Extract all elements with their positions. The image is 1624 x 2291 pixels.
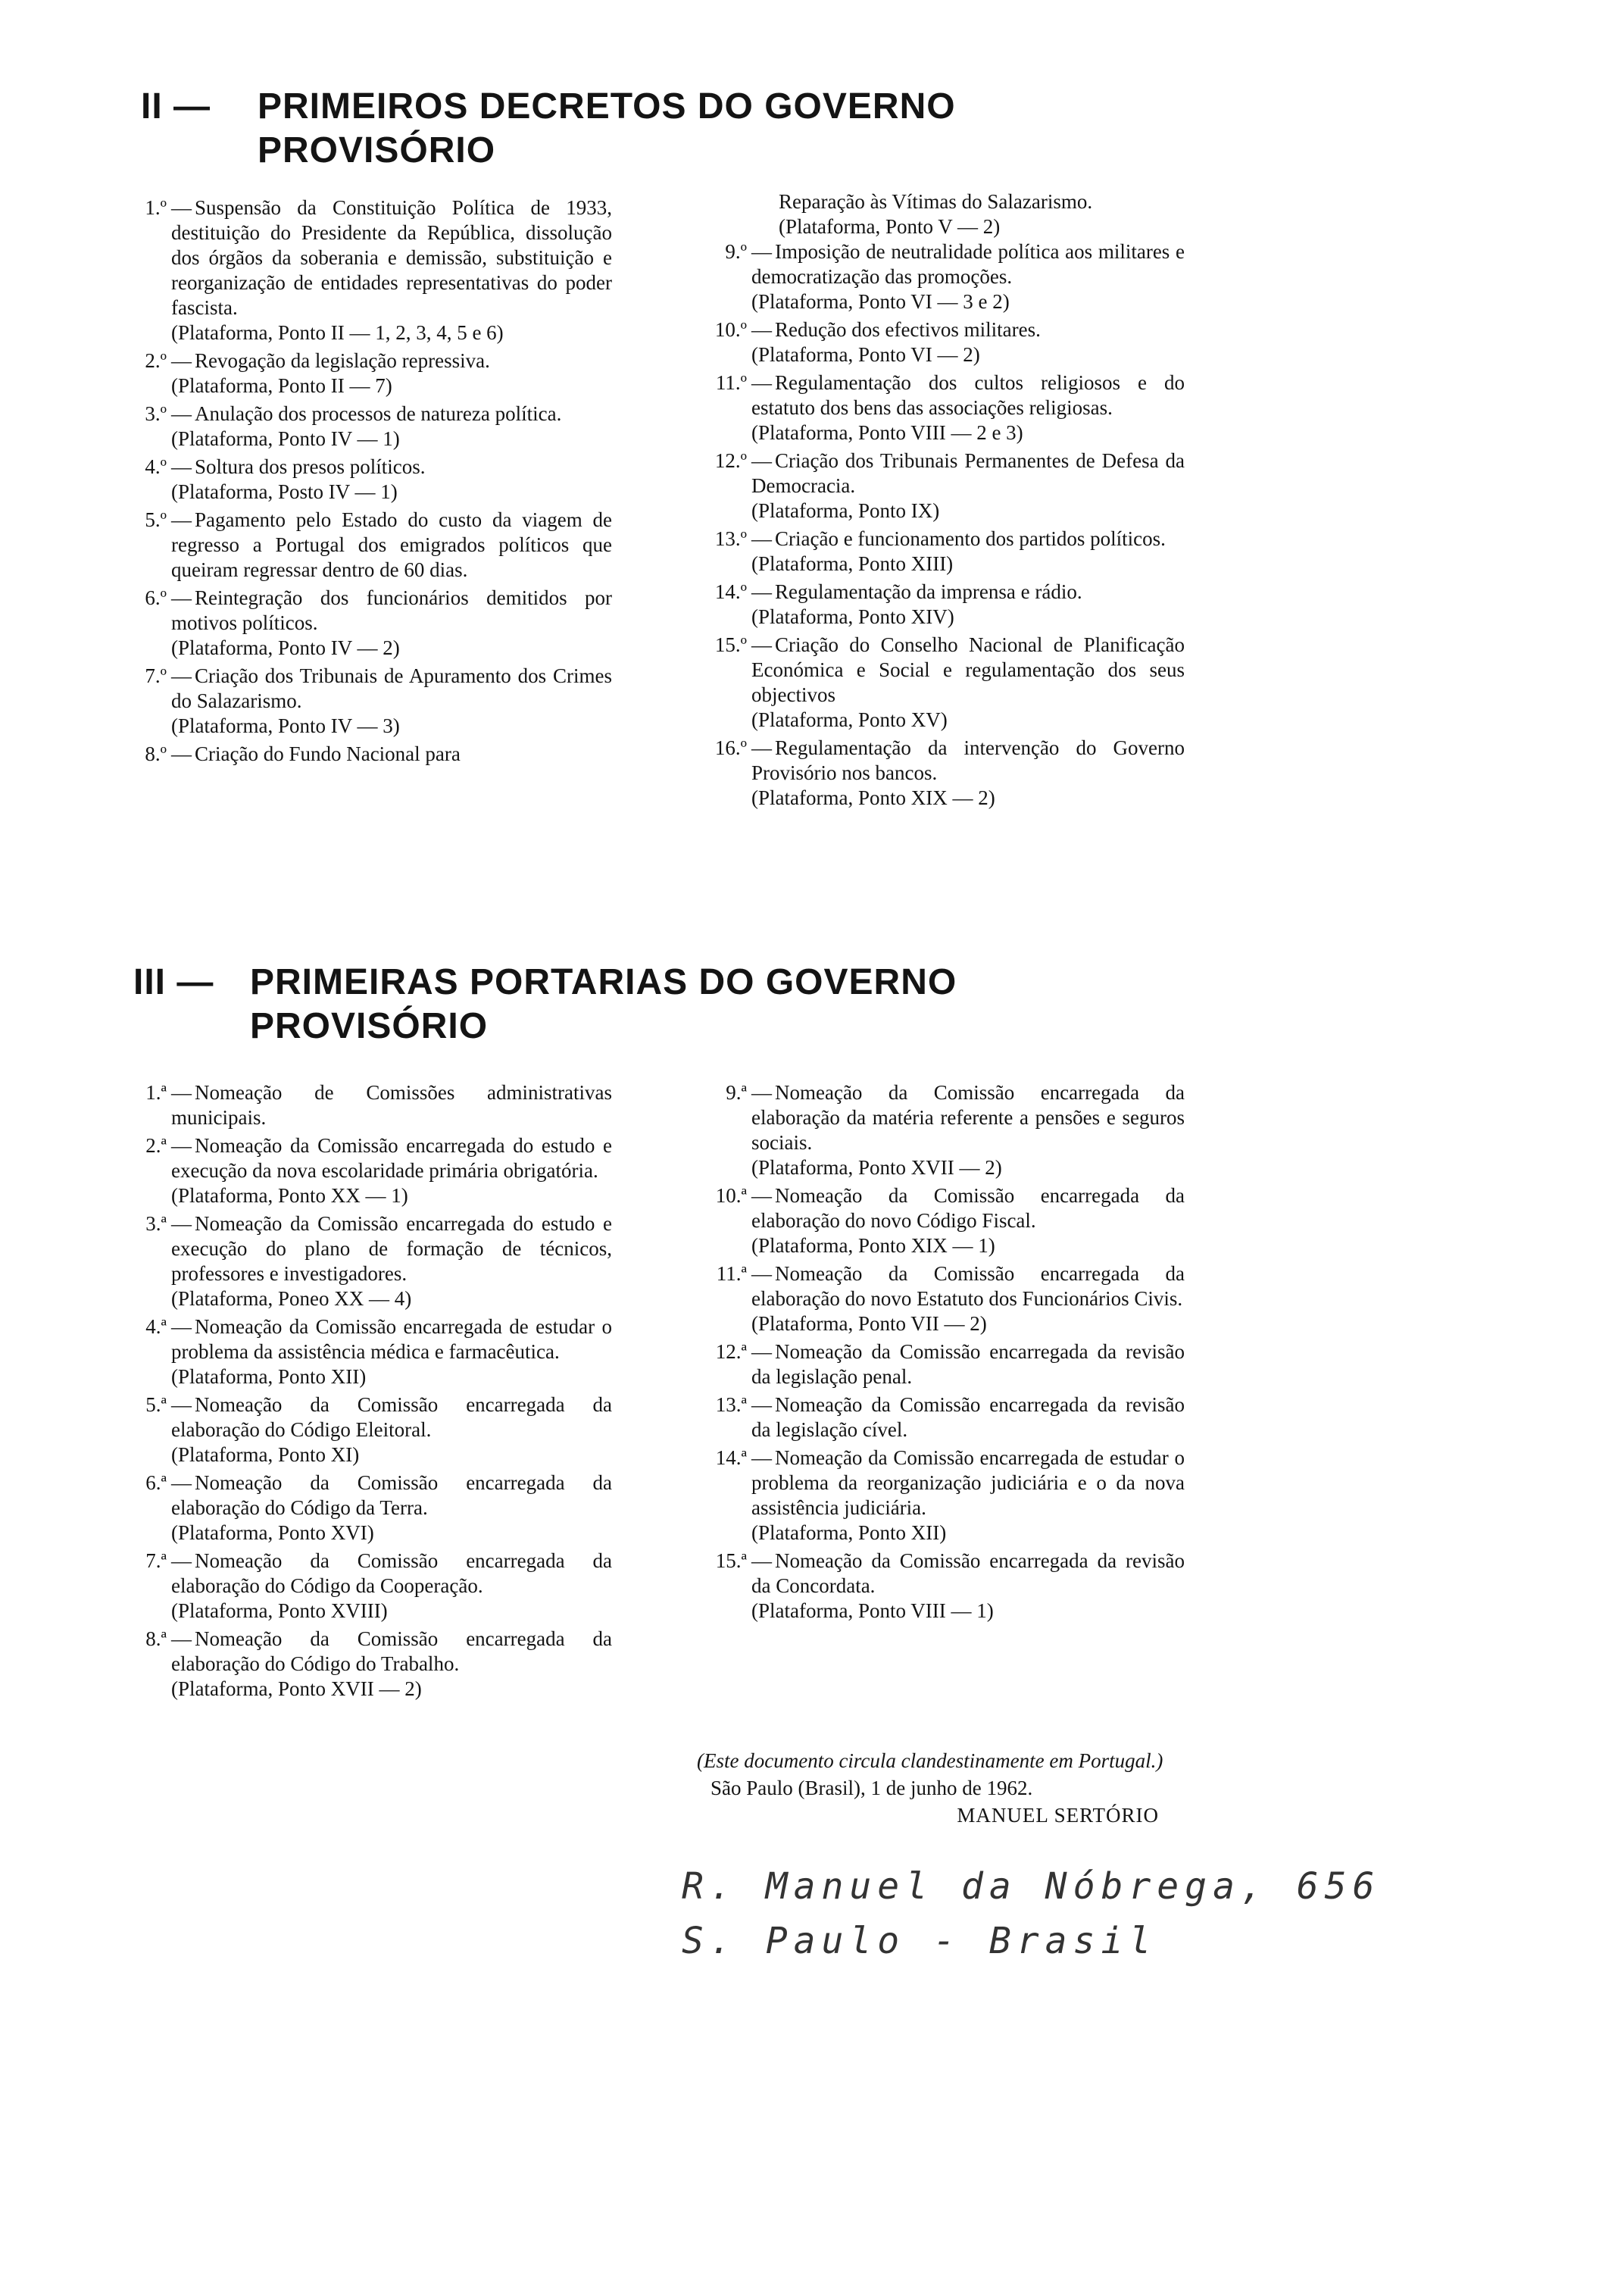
ordinance-item-body (751, 1392, 1185, 1442)
ordinance-item-body (751, 1339, 1185, 1389)
decree-item-body (751, 736, 1185, 811)
decree-item-ref: (Plataforma, Ponto II — 7) (171, 374, 392, 397)
ordinance-item-text: Nomeação de Comissões administrativas municipais. (171, 1081, 612, 1129)
ordinance-item-number: 14.ª (715, 1446, 747, 1469)
ordinance-item (127, 1549, 612, 1624)
section-2-heading (141, 85, 956, 173)
ordinance-item-ref: (Plataforma, Ponto XVIII) (171, 1599, 388, 1622)
ordinance-item-body (171, 1211, 612, 1311)
decree-item-number: 16.º (714, 736, 747, 759)
dash-separator: — (171, 1081, 192, 1104)
ordinance-item (127, 1080, 612, 1130)
decree-item (127, 586, 612, 661)
ordinance-item-ref: (Plataforma, Ponto XII) (171, 1365, 367, 1388)
dash-separator: — (751, 580, 772, 603)
ordinance-item-text: Nomeação da Comissão encarregada da revisão da Concordata. (751, 1549, 1185, 1597)
decree-item (691, 736, 1185, 811)
ordinance-item-body (171, 1392, 612, 1467)
ordinance-item-ref: (Plataforma, Ponto XVII — 2) (171, 1677, 422, 1700)
ordinance-item (127, 1314, 612, 1389)
decree-item (691, 633, 1185, 733)
ordinance-item-body (751, 1080, 1185, 1180)
ordinance-item-number: 13.ª (715, 1393, 747, 1416)
decree-item (691, 239, 1185, 314)
clandestine-note: (Este documento circula clandestinamente em Portugal.) (697, 1749, 1163, 1772)
ordinance-item-text: Nomeação da Comissão encarregada da elaboração da matéria referente a pensões e seguros sociais. (751, 1081, 1185, 1154)
decree-item-body (171, 402, 612, 452)
decree-item-ref: (Plataforma, Ponto IX) (751, 499, 940, 522)
decree-item-number: 1.º (145, 196, 167, 219)
handwritten-address-line1: R. Manuel da Nóbrega, 656 (682, 1865, 1381, 1908)
decree-item-body (171, 455, 612, 505)
decree-item-ref: (Plataforma, Ponto IV — 2) (171, 636, 400, 659)
decree-item (691, 449, 1185, 524)
decree-item-number: 3.º (145, 402, 167, 425)
dash-separator: — (751, 318, 772, 341)
decree-item (127, 195, 612, 345)
ordinance-item-text: Nomeação da Comissão encarregada do estudo e execução da nova escolaridade primária obrigatória. (171, 1134, 612, 1182)
decree-item-body (171, 742, 612, 767)
dash-separator: — (751, 371, 772, 394)
decree-item (691, 527, 1185, 577)
decree-item-number: 10.º (714, 318, 747, 341)
decree-item-body (171, 348, 612, 399)
decree-item-body (751, 239, 1185, 314)
decree-item-text: Redução dos efectivos militares. (775, 318, 1041, 341)
ordinance-item (127, 1471, 612, 1546)
section-2-title-line2: PROVISÓRIO (258, 130, 496, 170)
ordinance-item-number: 5.ª (145, 1393, 167, 1416)
decree-item-ref: (Plataforma, Ponto IV — 3) (171, 714, 400, 737)
ordinance-item-body (751, 1261, 1185, 1336)
dash-separator: — (171, 1393, 192, 1416)
decree-item (691, 317, 1185, 367)
dash-separator: — (171, 1549, 192, 1572)
ordinance-item-body (171, 1314, 612, 1389)
decree-item-body (751, 449, 1185, 524)
ordinance-item-text: Nomeação da Comissão encarregada da revisão da legislação penal. (751, 1340, 1185, 1388)
decree-item-text: Anulação dos processos de natureza política. (195, 402, 562, 425)
decree-item (127, 664, 612, 739)
decree-item-body (171, 586, 612, 661)
dash-separator: — (171, 349, 192, 372)
ordinance-item-number: 3.ª (145, 1212, 167, 1235)
ordinance-item-ref: (Plataforma, Ponto XIX — 1) (751, 1234, 995, 1257)
section-2-number: II — (141, 86, 211, 127)
decree-item-text: Reintegração dos funcionários demitidos por motivos políticos. (171, 586, 612, 634)
decree-item-text: Criação dos Tribunais Permanentes de Defesa da Democracia. (751, 449, 1185, 497)
ordinance-item (691, 1392, 1185, 1442)
section-3-heading (133, 961, 957, 1049)
decree-item-body (751, 370, 1185, 445)
ordinance-item-number: 11.ª (716, 1262, 747, 1285)
ordinance-item-body (171, 1080, 612, 1130)
decree-item-body (751, 580, 1185, 630)
decree-item (127, 742, 612, 767)
ordinance-item (127, 1133, 612, 1208)
closing-block (697, 1747, 1189, 1829)
decree-item-number: 13.º (714, 527, 747, 550)
decree-item-number: 12.º (714, 449, 747, 472)
decree-item (127, 508, 612, 583)
dash-separator: — (171, 402, 192, 425)
dash-separator: — (171, 455, 192, 478)
decree-item-text: Criação dos Tribunais de Apuramento dos Crimes do Salazarismo. (171, 664, 612, 712)
decree-item-ref: (Plataforma, Ponto XIV) (751, 605, 954, 628)
decree-item-ref: (Plataforma, Ponto VIII — 2 e 3) (751, 421, 1023, 444)
ordinance-item-number: 6.ª (145, 1471, 167, 1494)
decree-item-number: 7.º (145, 664, 167, 687)
ordinance-item-text: Nomeação da Comissão encarregada da elaboração do novo Estatuto dos Funcionários Civis. (751, 1262, 1185, 1310)
ordinance-item-ref: (Plataforma, Ponto XX — 1) (171, 1184, 408, 1207)
ordinance-item (127, 1627, 612, 1702)
decree-item-text: Criação e funcionamento dos partidos políticos. (775, 527, 1166, 550)
ordinance-item-text: Nomeação da Comissão encarregada da elaboração do novo Código Fiscal. (751, 1184, 1185, 1232)
decree-item-body (171, 664, 612, 739)
ordinance-item-text: Nomeação da Comissão encarregada da elaboração do Código Eleitoral. (171, 1393, 612, 1441)
ordinance-item-number: 1.ª (145, 1081, 167, 1104)
dash-separator: — (751, 1184, 772, 1207)
decree-8-continuation-text: Reparação às Vítimas do Salazarismo. (779, 190, 1093, 213)
ordinance-item-ref: (Plataforma, Ponto XI) (171, 1443, 360, 1466)
dash-separator: — (751, 1262, 772, 1285)
decree-item-number: 15.º (714, 633, 747, 656)
decree-item-body (751, 527, 1185, 577)
ordinance-item-body (751, 1446, 1185, 1546)
dash-separator: — (171, 196, 192, 219)
ordinance-item-number: 7.ª (145, 1549, 167, 1572)
dash-separator: — (751, 1446, 772, 1469)
ordinance-item-number: 15.ª (715, 1549, 747, 1572)
ordinance-item-ref: (Plataforma, Ponto VIII — 1) (751, 1599, 994, 1622)
section-3-left-column (127, 1080, 612, 1705)
decree-item-number: 4.º (145, 455, 167, 478)
dash-separator: — (751, 736, 772, 759)
decree-item-ref: (Plataforma, Ponto XIII) (751, 552, 954, 575)
decree-item-number: 9.º (725, 240, 747, 263)
ordinance-item-body (171, 1133, 612, 1208)
dash-separator: — (171, 508, 192, 531)
ordinance-item-body (751, 1549, 1185, 1624)
decree-item-number: 6.º (145, 586, 167, 609)
ordinance-item-text: Nomeação da Comissão encarregada da elaboração do Código da Terra. (171, 1471, 612, 1519)
ordinance-item-body (171, 1549, 612, 1624)
decree-item-ref: (Plataforma, Ponto VI — 2) (751, 343, 980, 366)
ordinance-item-text: Nomeação da Comissão encarregada da elaboração do Código da Cooperação. (171, 1549, 612, 1597)
decree-item-ref: (Plataforma, Ponto VI — 3 e 2) (751, 290, 1010, 313)
dash-separator: — (751, 1549, 772, 1572)
ordinance-item-body (171, 1471, 612, 1546)
ordinance-item-ref: (Plataforma, Poneo XX — 4) (171, 1287, 412, 1310)
ordinance-item-text: Nomeação da Comissão encarregada de estudar o problema da reorganização judiciária e o da nova assistência judiciária. (751, 1446, 1185, 1519)
decree-item-number: 8.º (145, 742, 167, 765)
section-2-right-list (691, 239, 1185, 811)
dash-separator: — (751, 240, 772, 263)
ordinance-item (127, 1392, 612, 1467)
decree-item-text: Regulamentação da imprensa e rádio. (775, 580, 1082, 603)
decree-8-continuation (691, 189, 1185, 239)
ordinance-item (691, 1549, 1185, 1624)
dash-separator: — (171, 742, 192, 765)
decree-item-number: 14.º (714, 580, 747, 603)
ordinance-item-text: Nomeação da Comissão encarregada do estudo e execução do plano de formação de técnicos, professores e investigadores. (171, 1212, 612, 1285)
dash-separator: — (751, 1081, 772, 1104)
decree-item-ref: (Plataforma, Ponto XIX — 2) (751, 786, 995, 809)
ordinance-item-text: Nomeação da Comissão encarregada da revisão da legislação cível. (751, 1393, 1185, 1441)
ordinance-item-number: 12.ª (715, 1340, 747, 1363)
decree-item-text: Imposição de neutralidade política aos militares e democratização das promoções. (751, 240, 1185, 288)
decree-item-ref: (Plataforma, Ponto XV) (751, 708, 948, 731)
dash-separator: — (751, 633, 772, 656)
ordinance-item-number: 10.ª (715, 1184, 747, 1207)
decree-8-continuation-ref: (Plataforma, Ponto V — 2) (779, 215, 1001, 238)
ordinance-item (691, 1261, 1185, 1336)
ordinance-item-number: 4.ª (145, 1315, 167, 1338)
decree-item-text: Regulamentação dos cultos religiosos e do estatuto dos bens das associações religiosas. (751, 371, 1185, 419)
decree-item-body (751, 633, 1185, 733)
ordinance-item (691, 1446, 1185, 1546)
section-2-right-column (691, 189, 1185, 814)
ordinance-item-body (171, 1627, 612, 1702)
decree-item-text: Criação do Conselho Nacional de Planificação Económica e Social e regulamentação dos seus objectivos (751, 633, 1185, 706)
ordinance-item-number: 2.ª (145, 1134, 167, 1157)
dash-separator: — (171, 586, 192, 609)
dash-separator: — (171, 1627, 192, 1650)
section-3-right-column (691, 1080, 1185, 1627)
decree-item-body (171, 508, 612, 583)
ordinance-item (127, 1211, 612, 1311)
section-2-left-column (127, 195, 612, 770)
decree-item-number: 11.º (715, 371, 747, 394)
dash-separator: — (751, 1393, 772, 1416)
ordinance-item-ref: (Plataforma, Ponto VII — 2) (751, 1312, 987, 1335)
dash-separator: — (171, 1315, 192, 1338)
ordinance-item-ref: (Plataforma, Ponto XII) (751, 1521, 947, 1544)
ordinance-item-ref: (Plataforma, Ponto XVI) (171, 1521, 374, 1544)
ordinance-item-text: Nomeação da Comissão encarregada da elaboração do Código do Trabalho. (171, 1627, 612, 1675)
decree-item-body (751, 317, 1185, 367)
decree-item-ref: (Plataforma, Posto IV — 1) (171, 480, 398, 503)
ordinance-item-ref: (Plataforma, Ponto XVII — 2) (751, 1156, 1002, 1179)
dash-separator: — (751, 527, 772, 550)
decree-item-text: Revogação da legislação repressiva. (195, 349, 490, 372)
signature: MANUEL SERTÓRIO (957, 1804, 1159, 1827)
decree-item (127, 402, 612, 452)
decree-item (127, 348, 612, 399)
handwritten-address-line2: S. Paulo - Brasil (682, 1920, 1157, 1962)
ordinance-item (691, 1339, 1185, 1389)
decree-item (691, 580, 1185, 630)
decree-item-text: Criação do Fundo Nacional para (195, 742, 461, 765)
dash-separator: — (171, 664, 192, 687)
decree-item-body (171, 195, 612, 345)
decree-item-number: 5.º (145, 508, 167, 531)
decree-item-ref: (Plataforma, Ponto IV — 1) (171, 427, 400, 450)
dash-separator: — (171, 1134, 192, 1157)
dash-separator: — (171, 1212, 192, 1235)
decree-item-ref: (Plataforma, Ponto II — 1, 2, 3, 4, 5 e 6) (171, 321, 504, 344)
ordinance-item-body (751, 1183, 1185, 1258)
ordinance-item (691, 1080, 1185, 1180)
decree-item (127, 455, 612, 505)
decree-item-text: Pagamento pelo Estado do custo da viagem de regresso a Portugal dos emigrados políticos que queiram regressar dentro de 60 dias. (171, 508, 612, 581)
decree-item (691, 370, 1185, 445)
decree-item-text: Regulamentação da intervenção do Governo Provisório nos bancos. (751, 736, 1185, 784)
decree-item-text: Suspensão da Constituição Política de 1933, destituição do Presidente da República, dissolução dos órgãos da soberania e demissão, substituição e reorganização de entidades representativas do poder fascista. (171, 196, 612, 319)
section-2-title-line1: PRIMEIROS DECRETOS DO GOVERNO (258, 86, 956, 127)
section-3-title-line2: PROVISÓRIO (250, 1006, 489, 1046)
decree-item-number: 2.º (145, 349, 167, 372)
dash-separator: — (751, 449, 772, 472)
dash-separator: — (751, 1340, 772, 1363)
decree-item-text: Soltura dos presos políticos. (195, 455, 426, 478)
ordinance-item-text: Nomeação da Comissão encarregada de estudar o problema da assistência médica e farmacêutica. (171, 1315, 612, 1363)
ordinance-item-number: 9.ª (726, 1081, 747, 1104)
ordinance-item (691, 1183, 1185, 1258)
dash-separator: — (171, 1471, 192, 1494)
place-date: São Paulo (Brasil), 1 de junho de 1962. (710, 1777, 1033, 1799)
ordinance-item-number: 8.ª (145, 1627, 167, 1650)
section-3-number: III — (133, 962, 214, 1002)
section-3-title-line1: PRIMEIRAS PORTARIAS DO GOVERNO (250, 962, 957, 1002)
